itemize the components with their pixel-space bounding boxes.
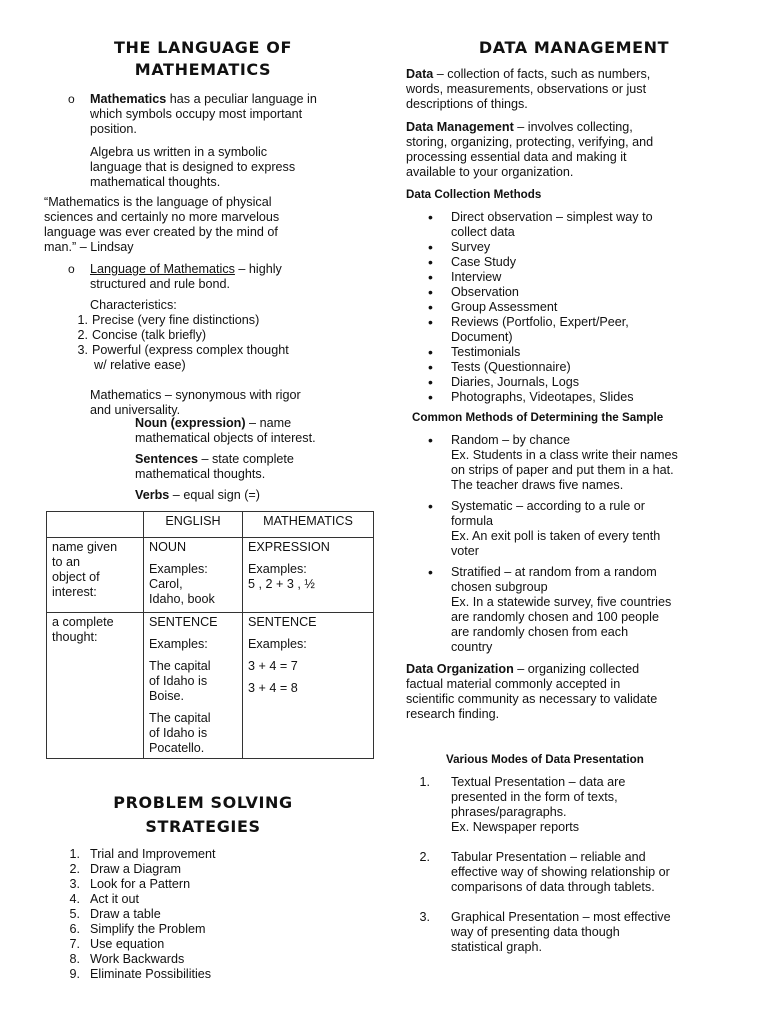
math-column-header: MATHEMATICS — [243, 512, 374, 538]
collection-methods-heading: Data Collection Methods — [406, 188, 542, 201]
english-sentence-example-1: The capital of Idaho is Boise. — [149, 659, 211, 703]
list-item: • Diaries, Journals, Logs — [428, 374, 580, 390]
list-item: 3. Graphical Presentation – most effective way of presenting data though statistical graph. — [419, 910, 671, 954]
data-definition: Data – collection of facts, such as numbers, words, measurements, observations or just descriptions of things. — [406, 67, 651, 111]
list-item: • Interview — [428, 269, 502, 285]
mathematics-bullet — [44, 92, 422, 190]
circle-bullet-icon: o — [68, 92, 75, 106]
mathematics-definition: Mathematics has a peculiar language in which symbols occupy most important position. — [90, 92, 317, 136]
language-of-math-definition: Language of Mathematics – highly structured and rule bond. — [90, 262, 282, 291]
bullet-icon: • — [428, 389, 433, 405]
bullet-icon: • — [428, 498, 433, 514]
list-item: 7. Use equation — [69, 937, 165, 951]
list-item: 2. Draw a Diagram — [69, 862, 181, 876]
bullet-icon: • — [428, 299, 433, 315]
list-item: 1. Textual Presentation – data are presented in the form of texts, phrases/paragraphs. Ex. Newspaper reports — [419, 775, 626, 834]
table-row — [47, 613, 374, 759]
list-item: • Survey — [428, 239, 491, 255]
list-item: 8. Work Backwards — [69, 952, 185, 966]
characteristics-list — [72, 313, 382, 373]
presentation-modes-heading: Various Modes of Data Presentation — [446, 753, 644, 766]
bullet-icon: • — [428, 344, 433, 360]
bullet-icon: • — [428, 284, 433, 300]
english-math-table — [46, 511, 374, 759]
data-management-definition: Data Management – involves collecting, storing, organizing, protecting, verifying, and processing essential data and making it available to your organization. — [406, 120, 654, 179]
list-item: • Systematic – according to a rule or formula Ex. An exit poll is taken of every tenth voter — [428, 498, 661, 558]
bullet-icon: • — [428, 269, 433, 285]
list-item: 4. Act it out — [69, 892, 139, 906]
sample-methods-heading: Common Methods of Determining the Sample — [412, 411, 664, 424]
bullet-icon: • — [428, 254, 433, 270]
list-item: • Testimonials — [428, 344, 521, 360]
list-item: 3. Look for a Pattern — [69, 877, 191, 891]
data-management-title: DATA MANAGEMENT — [478, 38, 670, 57]
english-noun-examples: Examples: Carol, Idaho, book — [149, 562, 215, 606]
circle-bullet-icon: o — [68, 262, 75, 276]
bullet-icon: • — [428, 314, 433, 330]
bullet-icon: • — [428, 359, 433, 375]
language-of-math-title: THE LANGUAGE OF MATHEMATICS — [114, 38, 292, 79]
algebra-paragraph: Algebra us written in a symbolic language that is designed to express mathematical thoughts. — [90, 145, 296, 189]
bullet-icon: • — [428, 239, 433, 255]
math-sentence-cell: SENTENCE Examples: 3 + 4 = 7 3 + 4 = 8 — [243, 613, 374, 759]
collection-methods-list — [428, 210, 744, 405]
math-expression-cell: EXPRESSION Examples: 5 , 2 + 3 , ½ — [243, 538, 374, 613]
list-item: 6. Simplify the Problem — [69, 922, 206, 936]
english-column-header: ENGLISH — [144, 512, 243, 538]
list-item: 5. Draw a table — [69, 907, 161, 921]
list-item: • Observation — [428, 284, 519, 300]
list-item: 3. Powerful (express complex thought w/ relative ease) — [77, 343, 289, 372]
list-item: 1. Trial and Improvement — [69, 847, 216, 861]
table-corner-cell — [47, 512, 144, 538]
verbs-definition: Verbs – equal sign (=) — [135, 488, 260, 502]
list-item: • Photographs, Videotapes, Slides — [428, 389, 634, 405]
noun-definition: Noun (expression) – name mathematical objects of interest. — [135, 416, 316, 445]
math-expression-examples: Examples: 5 , 2 + 3 , ½ — [248, 562, 315, 591]
list-item: 9. Eliminate Possibilities — [69, 967, 212, 981]
language-of-math-bullet — [44, 262, 422, 313]
english-sentence-example-2: The capital of Idaho is Pocatello. — [149, 711, 211, 755]
data-organization-definition: Data Organization – organizing collected factual material commonly accepted in scientific community as necessary to validate research finding. — [406, 662, 658, 721]
list-item: • Case Study — [428, 254, 517, 270]
bullet-icon: • — [428, 432, 433, 448]
presentation-modes-list — [414, 775, 744, 955]
english-sentence-cell: SENTENCE Examples: The capital of Idaho is Boise. The capital of Idaho is Pocatello. — [144, 613, 243, 759]
strategies-list — [54, 847, 364, 982]
characteristics-label: Characteristics: — [90, 298, 177, 312]
list-item: 2. Tabular Presentation – reliable and effective way of showing relationship or comparisons of data through tablets. — [419, 850, 670, 894]
rigor-paragraph: Mathematics – synonymous with rigor and universality. — [90, 388, 301, 417]
table-header-row — [47, 512, 374, 538]
sentences-definition: Sentences – state complete mathematical thoughts. — [135, 452, 294, 481]
table-row — [47, 538, 374, 613]
bullet-icon: • — [428, 374, 433, 390]
list-item: • Direct observation – simplest way to collect data — [428, 209, 653, 239]
english-noun-cell: NOUN Examples: Carol, Idaho, book — [144, 538, 243, 613]
list-item: • Stratified – at random from a random chosen subgroup Ex. In a statewide survey, five countries are randomly chosen and 100 people are randomly chosen from each country — [428, 564, 672, 654]
sample-methods-list — [428, 433, 744, 655]
problem-solving-title: PROBLEM SOLVING STRATEGIES — [113, 793, 293, 836]
row-label-sentence: a complete thought: — [47, 613, 144, 759]
list-item: 2. Concise (talk briefly) — [77, 328, 207, 342]
row-label-noun: name given to an object of interest: — [47, 538, 144, 613]
list-item: • Tests (Questionnaire) — [428, 359, 571, 375]
lindsay-quote: “Mathematics is the language of physical sciences and certainly no more marvelous language was ever created by the mind of man.” – Lindsay — [44, 195, 280, 254]
list-item: • Group Assessment — [428, 299, 558, 315]
bullet-icon: • — [428, 564, 433, 580]
list-item: • Reviews (Portfolio, Expert/Peer, Document) — [428, 314, 629, 344]
list-item: • Random – by chance Ex. Students in a class write their names on strips of paper and put them in a hat. The teacher draws five names. — [428, 432, 678, 492]
bullet-icon: • — [428, 209, 433, 225]
list-item: 1. Precise (very fine distinctions) — [77, 313, 260, 327]
